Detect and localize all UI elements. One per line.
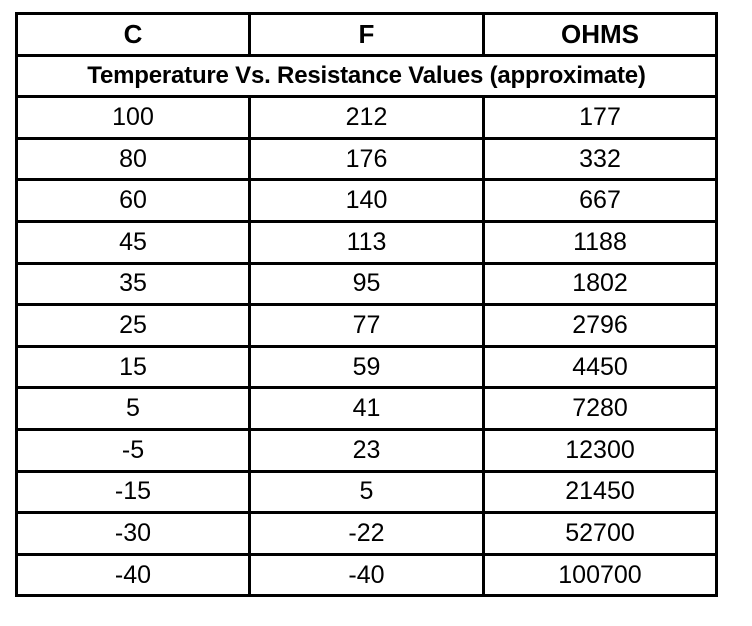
celsius-cell: 60 [17,180,250,222]
celsius-cell: 35 [17,263,250,305]
fahrenheit-cell: 176 [250,138,484,180]
ohms-cell: 100700 [484,554,717,596]
header-celsius: C [17,14,250,56]
ohms-cell: 12300 [484,429,717,471]
table-row [17,138,717,180]
temperature-resistance-table [15,12,718,597]
table-row [17,305,717,347]
table-subtitle: Temperature Vs. Resistance Values (approximate) [17,55,717,97]
ohms-cell: 7280 [484,388,717,430]
table-row [17,388,717,430]
ohms-cell: 667 [484,180,717,222]
fahrenheit-cell: 23 [250,429,484,471]
ohms-cell: 21450 [484,471,717,513]
fahrenheit-cell: 5 [250,471,484,513]
fahrenheit-cell: 212 [250,97,484,139]
table-row [17,513,717,555]
fahrenheit-cell: 140 [250,180,484,222]
celsius-cell: 45 [17,221,250,263]
ohms-cell: 52700 [484,513,717,555]
celsius-cell: 5 [17,388,250,430]
celsius-cell: -30 [17,513,250,555]
header-ohms: OHMS [484,14,717,56]
header-fahrenheit: F [250,14,484,56]
ohms-cell: 177 [484,97,717,139]
table-row [17,346,717,388]
fahrenheit-cell: 113 [250,221,484,263]
celsius-cell: 100 [17,97,250,139]
table-row [17,97,717,139]
fahrenheit-cell: 41 [250,388,484,430]
fahrenheit-cell: 59 [250,346,484,388]
fahrenheit-cell: -40 [250,554,484,596]
subtitle-row [17,55,717,97]
celsius-cell: -40 [17,554,250,596]
ohms-cell: 2796 [484,305,717,347]
celsius-cell: -5 [17,429,250,471]
ohms-cell: 332 [484,138,717,180]
table-row [17,554,717,596]
table-row [17,180,717,222]
celsius-cell: 80 [17,138,250,180]
ohms-cell: 1802 [484,263,717,305]
fahrenheit-cell: -22 [250,513,484,555]
header-row [17,14,717,56]
celsius-cell: 25 [17,305,250,347]
fahrenheit-cell: 77 [250,305,484,347]
fahrenheit-cell: 95 [250,263,484,305]
ohms-cell: 4450 [484,346,717,388]
celsius-cell: 15 [17,346,250,388]
ohms-cell: 1188 [484,221,717,263]
table-row [17,471,717,513]
table-row [17,429,717,471]
celsius-cell: -15 [17,471,250,513]
table-row [17,221,717,263]
table-row [17,263,717,305]
